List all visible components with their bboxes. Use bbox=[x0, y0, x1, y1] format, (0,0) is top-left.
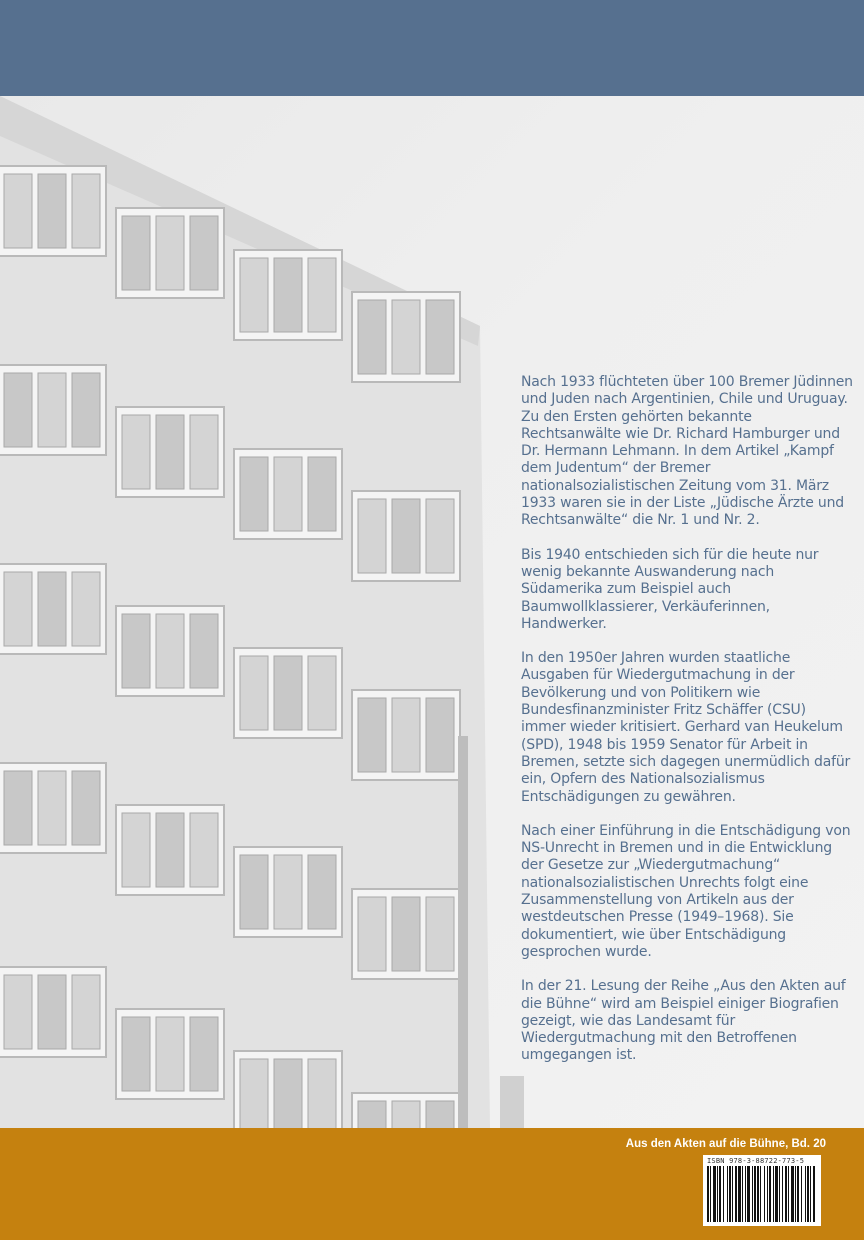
paragraph-4: Nach einer Einführung in die Entschädigung von NS-Unrecht in Bremen und in die Entwicklung der Gesetze zur „Wiedergutmachung“ nationalsozialistischen Unrechts folgt eine Zusammenstellung von Artikeln aus der westdeutschen Presse (1949–1968). Sie dokumentiert, wie über Entschädigung gesprochen wurde. bbox=[521, 822, 851, 960]
top-color-band bbox=[0, 0, 864, 96]
paragraph-2: Bis 1940 entschieden sich für die heute nur wenig bekannte Auswanderung nach Südamerika zum Beispiel auch Baumwollklassierer, Verkäuferinnen, Handwerker. bbox=[521, 546, 819, 632]
back-cover-text bbox=[521, 374, 853, 1082]
barcode-icon bbox=[706, 1166, 818, 1224]
series-title: Aus den Akten auf die Bühne, Bd. 20 bbox=[625, 1138, 826, 1150]
paragraph-5: In der 21. Lesung der Reihe „Aus den Akten auf die Bühne“ wird am Beispiel einiger Biografien gezeigt, wie das Landesamt für Wiedergutmachung mit den Betroffenen umgegangen ist. bbox=[521, 978, 846, 1064]
paragraph-1: Nach 1933 flüchteten über 100 Bremer Jüdinnen und Juden nach Argentinien, Chile und Uruguay. Zu den Ersten gehörten bekannte Rechtsanwälte wie Dr. Richard Hamburger und Dr. Hermann Lehmann. In dem Artikel „Kampf dem Judentum“ der Bremer nationalsozialistischen Zeitung vom 31. März 1933 waren sie in der Liste „Jüdische Ärzte und Rechtsanwälte“ die Nr. 1 und Nr. 2. bbox=[521, 374, 853, 529]
paragraph-3: In den 1950er Jahren wurden staatliche Ausgaben für Wiedergutmachung in der Bevölkerung und von Politikern wie Bundesfinanzminister Fritz Schäffer (CSU) immer wieder kritisiert. Gerhard van Heukelum (SPD), 1948 bis 1959 Senator für Arbeit in Bremen, setzte sich dagegen unermüdlich dafür ein, Opfern des Nationalsozialismus Entschädigungen zu gewähren. bbox=[521, 650, 851, 805]
isbn-number: ISBN 978-3-88722-773-5 bbox=[707, 1157, 805, 1165]
